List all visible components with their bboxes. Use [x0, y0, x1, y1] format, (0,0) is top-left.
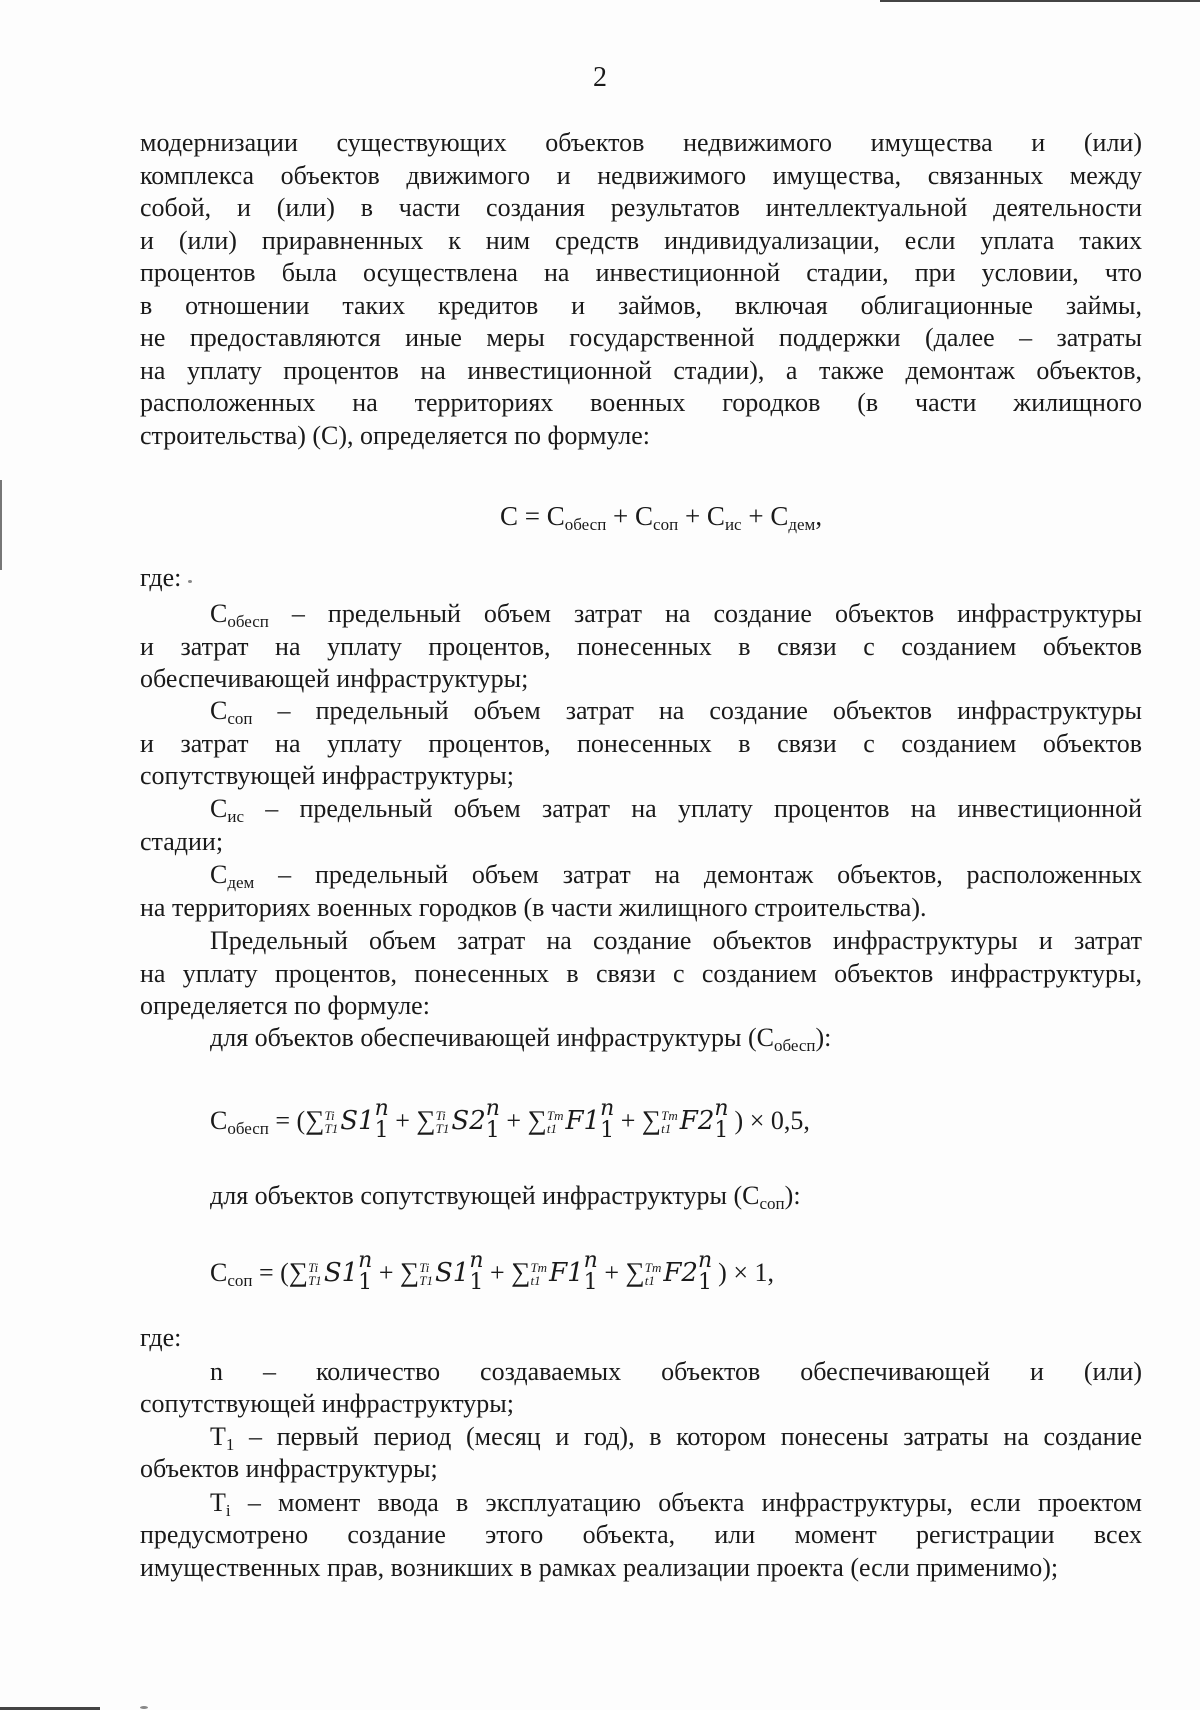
definition-c-sop: $С_{соп}$ – предельный объем затрат на создание объектов инфраструктуры [210, 696, 1142, 728]
para2-line: на уплату процентов, понесенных в связи с созданием объектов инфраструктуры, [140, 958, 1142, 988]
superscript-n: n [358, 1248, 373, 1273]
sum-upper-limit: Ti [324, 1108, 335, 1123]
sum-limits [645, 1261, 662, 1287]
sigma-symbol: ∑ [305, 1105, 325, 1135]
formula-lhs: С [210, 1106, 228, 1135]
sigma-symbol: ∑ [641, 1105, 662, 1135]
formula-lhs: С [210, 1258, 228, 1287]
plus-sign: + [614, 1106, 642, 1135]
sigma-symbol: ∑ [511, 1257, 531, 1287]
sum-upper-limit: Tm [530, 1260, 548, 1275]
sup-sub-indices [486, 1098, 500, 1142]
plus-sign: + [499, 1106, 528, 1135]
formula-lhs-subscript: обесп [227, 1119, 269, 1138]
definition-ti-line3: имущественных прав, возникших в рамках реализации проекта (если применимо); [140, 1553, 1059, 1582]
para1-line: и (или) приравненных к ним средств индивидуализации, если уплата таких [140, 225, 1142, 255]
subscript-1: 1 [600, 1118, 615, 1143]
definition-c-dem: $С_{дем}$ – предельный объем затрат на демонтаж объектов, расположенных [210, 860, 1142, 892]
formula-c-obesp [210, 1098, 810, 1142]
para1-line: модернизации существующих объектов недвижимого имущества и (или) [140, 128, 1142, 157]
sum-lower-limit: T1 [435, 1121, 450, 1136]
sum-variable: F2 [679, 1106, 715, 1136]
definition-c-obesp-line2: и затрат на уплату процентов, понесенных в связи с созданием объектов [140, 632, 1142, 661]
where-label: где: [140, 563, 182, 592]
superscript-n: n [714, 1096, 729, 1121]
definition-c-obesp: $С_{обесп}$ – предельный объем затрат на создание объектов инфраструктуры [210, 599, 1142, 631]
subscript-1: 1 [485, 1118, 500, 1143]
para1-line: расположенных на территориях военных городков (в части жилищного [140, 388, 1142, 417]
sum-variable: F1 [565, 1106, 601, 1136]
subscript-1: 1 [697, 1270, 712, 1295]
sigma-symbol: ∑ [288, 1257, 309, 1287]
sum-variable: S1 [435, 1258, 470, 1288]
sum-limits [308, 1261, 322, 1287]
sum-lower-limit: t1 [661, 1121, 672, 1136]
sum-variable: S2 [451, 1106, 486, 1136]
scan-speck [188, 580, 192, 583]
scan-edge-left [0, 480, 2, 570]
sum-limits [547, 1109, 564, 1135]
sum-upper-limit: Tm [644, 1260, 662, 1275]
definition-ti-line2: предусмотрено создание этого объекта, или момент регистрации всех [140, 1520, 1142, 1549]
sum-upper-limit: Tm [546, 1108, 564, 1123]
formula-tail: ) × 0,5, [734, 1106, 810, 1135]
subscript-1: 1 [714, 1118, 729, 1143]
subscript-1: 1 [358, 1270, 373, 1295]
definition-c-obesp-line3: обеспечивающей инфраструктуры; [140, 664, 529, 693]
where-label-2: где: [140, 1323, 182, 1352]
plus-sign: + [483, 1258, 512, 1287]
para2-line: Предельный объем затрат на создание объектов инфраструктуры и затрат [210, 926, 1142, 955]
para1-line: процентов была осуществлена на инвестиционной стадии, при условии, что [140, 258, 1142, 287]
definition-t1-line2: объектов инфраструктуры; [140, 1454, 438, 1483]
scan-edge-top [880, 0, 1200, 2]
sup-sub-indices [375, 1098, 389, 1142]
sup-sub-indices [714, 1098, 728, 1142]
formula-total-cost: $С = С_{обесп} + С_{соп} + С_{ис} + С_{дем}$, [500, 501, 823, 534]
definition-n-line2: сопутствующей инфраструктуры; [140, 1389, 514, 1418]
definition-c-is: $С_{ис}$ – предельный объем затрат на уплату процентов на инвестиционной [210, 794, 1142, 826]
subscript-1: 1 [469, 1270, 484, 1295]
subscript-1: 1 [374, 1118, 389, 1143]
page-number: 2 [593, 62, 607, 93]
superscript-n: n [600, 1096, 615, 1121]
sum-limits [419, 1261, 433, 1287]
sup-sub-indices [358, 1250, 372, 1294]
scan-speck [140, 1706, 148, 1709]
formula-open: = ( [268, 1106, 306, 1135]
sum-limits [436, 1109, 450, 1135]
sigma-symbol: ∑ [416, 1105, 436, 1135]
sum-lower-limit: t1 [530, 1273, 541, 1288]
superscript-n: n [374, 1096, 389, 1121]
sup-sub-indices [584, 1250, 598, 1294]
definition-c-sop-line3: сопутствующей инфраструктуры; [140, 761, 514, 790]
plus-sign: + [597, 1258, 626, 1287]
para2-line: определяется по формуле: [140, 991, 430, 1020]
superscript-n: n [697, 1248, 713, 1273]
definition-c-dem-line2: на территориях военных городков (в части жилищного строительства). [140, 893, 927, 922]
para1-line: комплекса объектов движимого и недвижимого имущества, связанных между [140, 160, 1142, 190]
para1-line: на уплату процентов на инвестиционной стадии), а также демонтаж объектов, [140, 355, 1142, 385]
formula-open: = ( [252, 1258, 289, 1287]
definition-c-is-line2: стадии; [140, 827, 224, 856]
para1-line: строительства) (С), определяется по формуле: [140, 420, 651, 450]
sigma-symbol: ∑ [527, 1105, 547, 1135]
label-for-sop: для объектов сопутствующей инфраструктуры $(С_{соп})$: [210, 1181, 801, 1213]
sum-upper-limit: Ti [435, 1108, 446, 1123]
definition-ti: $Т_i$ – момент ввода в эксплуатацию объекта инфраструктуры, если проектом [210, 1488, 1142, 1520]
sup-sub-indices [698, 1250, 712, 1294]
plus-sign: + [388, 1106, 417, 1135]
label-for-obesp: для объектов обеспечивающей инфраструктуры $(С_{обесп})$: [210, 1023, 832, 1055]
para1-line: в отношении таких кредитов и займов, включая облигационные займы, [140, 290, 1142, 320]
sigma-symbol: ∑ [625, 1257, 645, 1287]
sum-upper-limit: Ti [308, 1260, 319, 1275]
sum-limits [530, 1261, 547, 1287]
sum-variable: F2 [663, 1258, 698, 1288]
para1-line: собой, и (или) в части создания результатов интеллектуальной деятельности [140, 193, 1142, 222]
formula-lhs-subscript: соп [227, 1271, 253, 1290]
definition-c-sop-line2: и затрат на уплату процентов, понесенных в связи с созданием объектов [140, 729, 1142, 758]
superscript-n: n [583, 1248, 598, 1273]
sum-lower-limit: T1 [324, 1121, 339, 1136]
sum-limits [324, 1109, 338, 1135]
sum-lower-limit: t1 [546, 1121, 557, 1136]
sum-variable: S1 [323, 1258, 359, 1288]
superscript-n: n [485, 1096, 500, 1121]
superscript-n: n [469, 1248, 484, 1273]
para1-line: не предоставляются иные меры государственной поддержки (далее – затраты [140, 323, 1142, 352]
sum-lower-limit: T1 [308, 1273, 322, 1288]
sum-lower-limit: t1 [644, 1273, 655, 1288]
definition-t1: $Т_1$ – первый период (месяц и год), в котором понесены затраты на создание [210, 1422, 1142, 1454]
sum-lower-limit: T1 [419, 1273, 433, 1288]
formula-tail: ) × 1, [718, 1258, 774, 1287]
sup-sub-indices [600, 1098, 614, 1142]
subscript-1: 1 [583, 1270, 598, 1295]
definition-n: n – количество создаваемых объектов обеспечивающей и (или) [210, 1357, 1142, 1386]
sigma-symbol: ∑ [400, 1257, 420, 1287]
sum-upper-limit: Tm [661, 1108, 678, 1123]
sup-sub-indices [469, 1250, 483, 1294]
sum-limits [661, 1109, 678, 1135]
sum-variable: F1 [549, 1258, 584, 1288]
sum-upper-limit: Ti [419, 1260, 430, 1275]
plus-sign: + [372, 1258, 401, 1287]
sum-variable: S1 [340, 1106, 375, 1136]
formula-c-sop [210, 1250, 774, 1294]
